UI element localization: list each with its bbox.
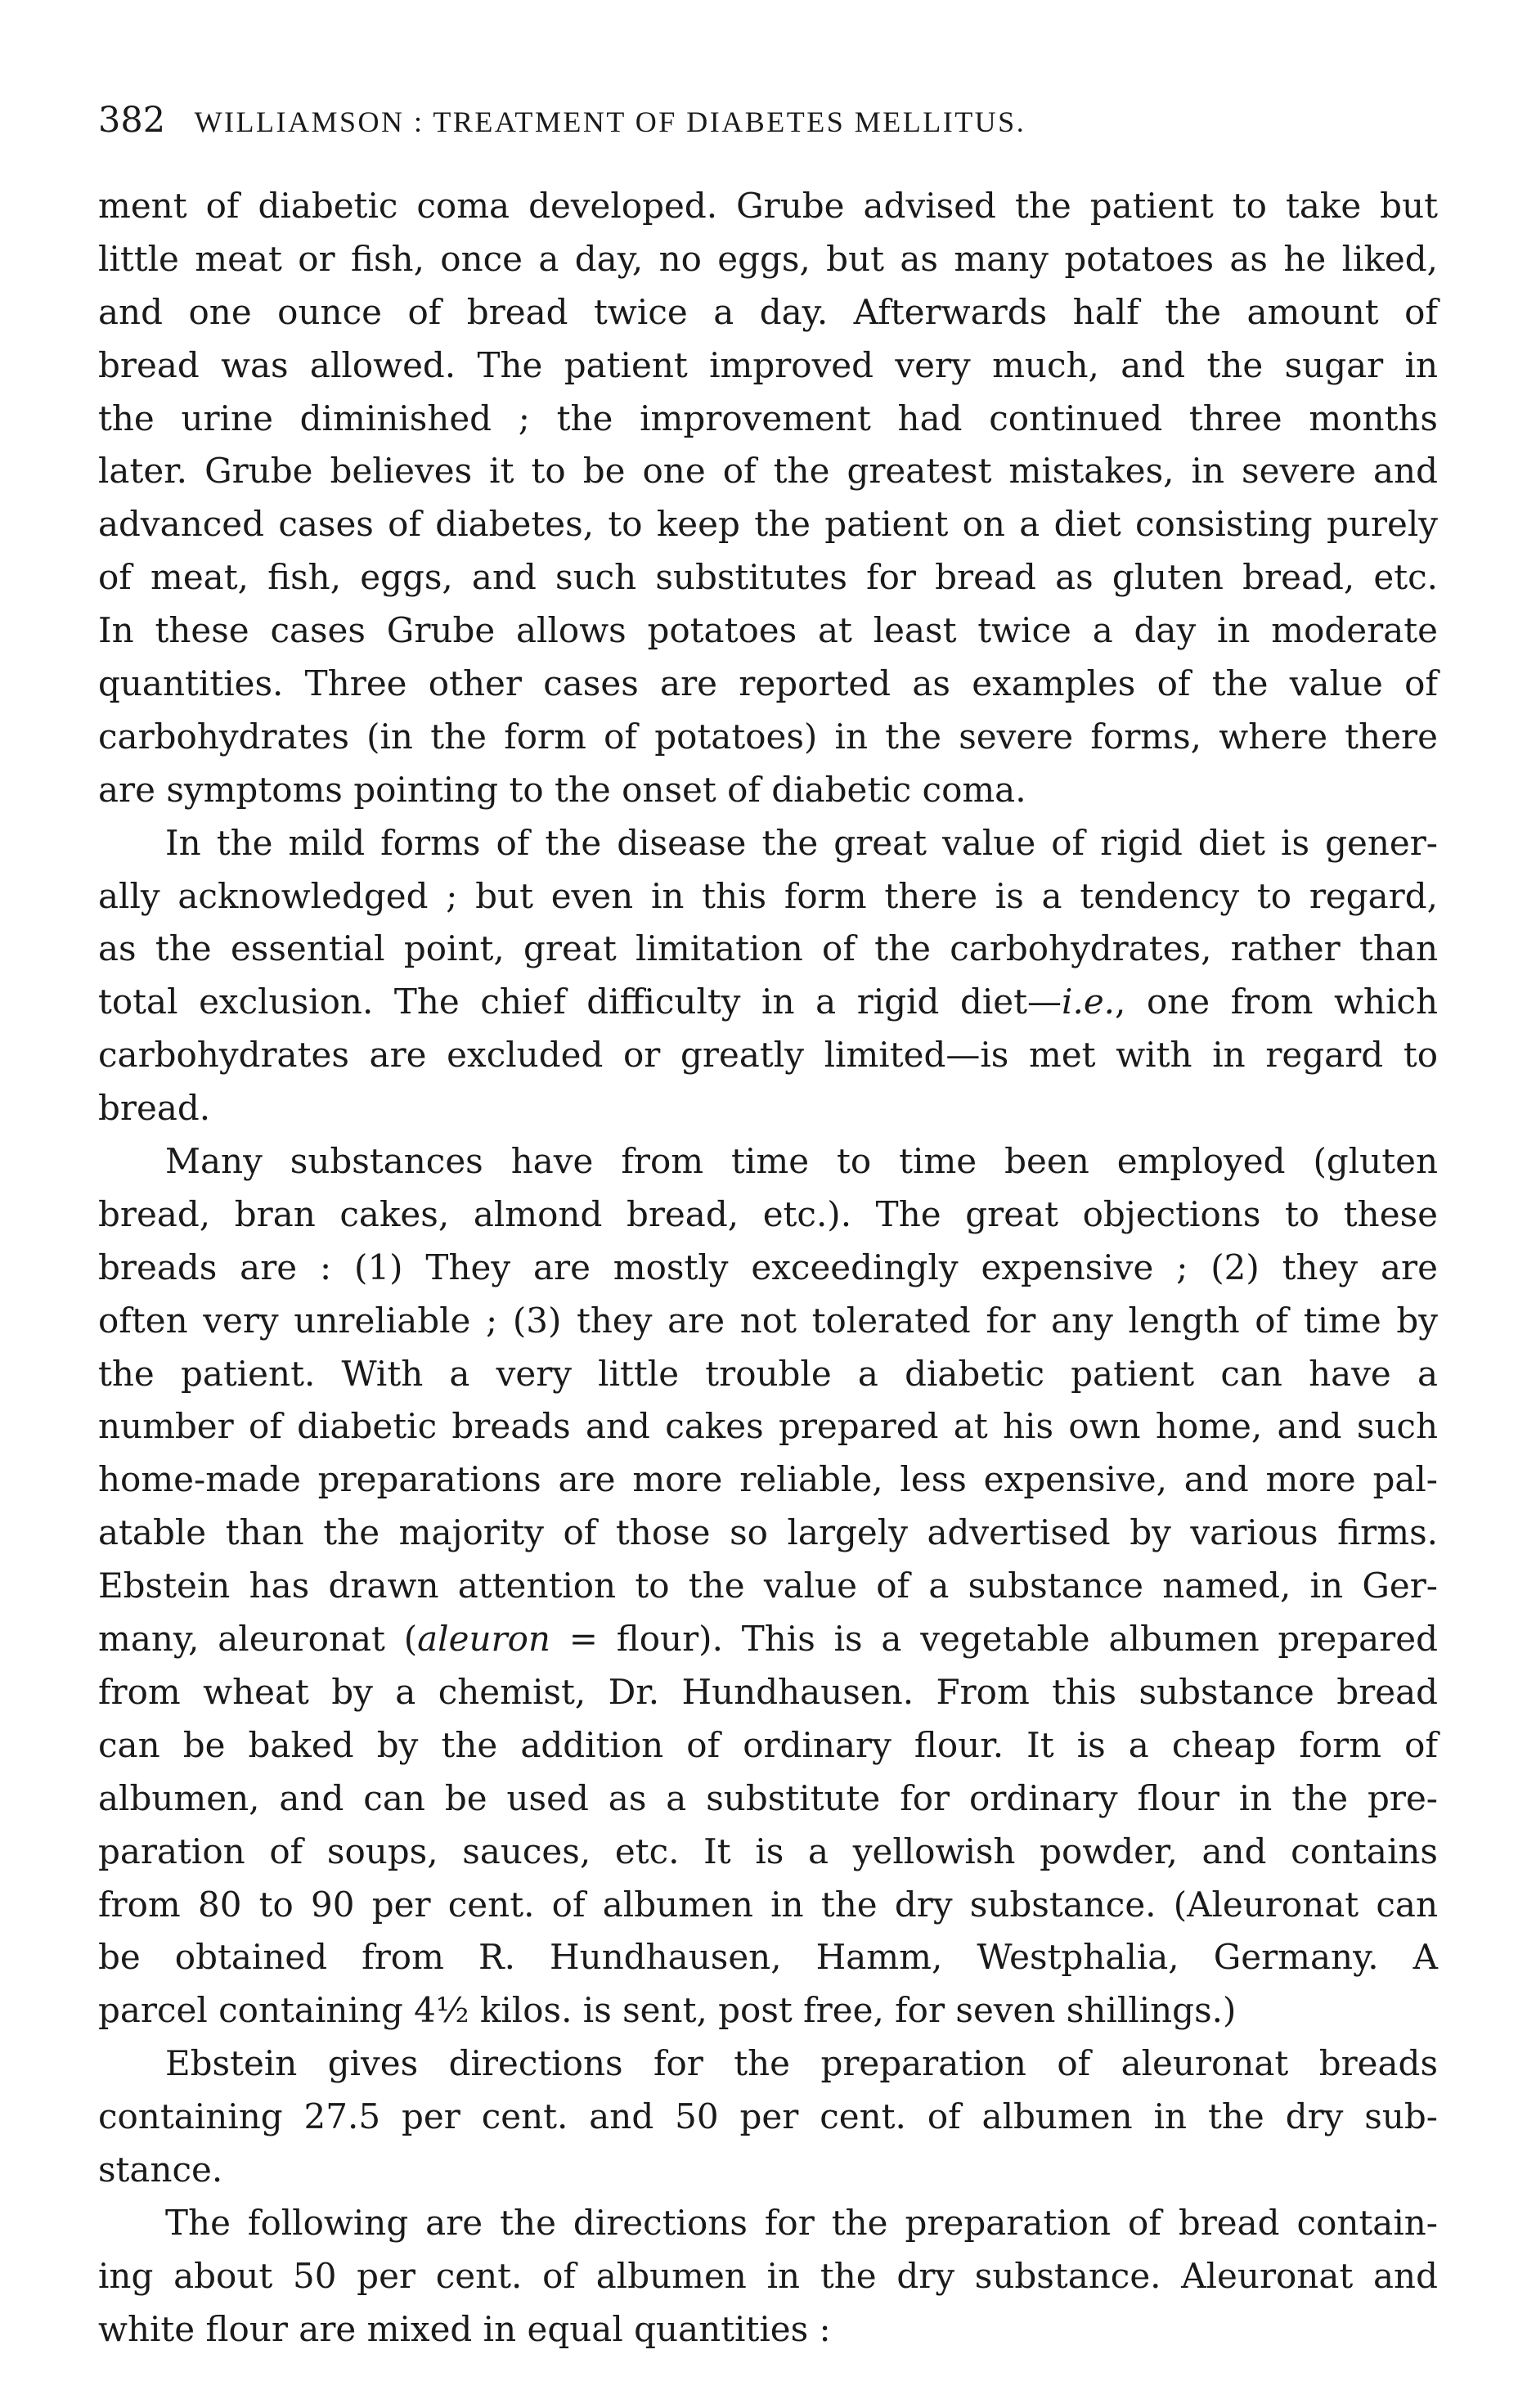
text-run: often very unreliable ; (3) they are not tolerated for any length of time by [98,1300,1438,1341]
text-run: bread, bran cakes, almond bread, etc.). The great objections to these [98,1193,1438,1234]
text-line [98,1931,1438,1984]
italic-term: aleuron [417,1619,550,1660]
text-run: ment of diabetic coma developed. Grube advised the patient to take but [98,186,1438,226]
text-run: bread was allowed. The patient improved very much, and the sugar in [98,344,1438,385]
text-run: and one ounce of bread twice a day. Afterwards half the amount of [98,291,1438,332]
text-line [98,1984,1438,2037]
text-line [98,498,1438,551]
text-line [98,2037,1438,2091]
text-run: containing 27.5 per cent. and 50 per cent. of albumen in the dry sub- [98,2096,1438,2137]
text-run: paration of soups, sauces, etc. It is a yellowish powder, and contains [98,1831,1438,1871]
text-line [98,551,1438,604]
text-line [98,339,1438,393]
text-line [98,870,1438,923]
text-line [98,445,1438,498]
text-line [98,764,1438,817]
text-line [98,1135,1438,1188]
text-line [98,1029,1438,1082]
page-number: 382 [98,100,166,141]
text-line [98,1560,1438,1613]
text-line [98,286,1438,339]
text-line [98,1666,1438,1719]
text-line [98,1295,1438,1348]
running-head [98,100,1439,141]
text-line [98,658,1438,711]
text-run: stance. [98,2149,223,2190]
text-run: In these cases Grube allows potatoes at least twice a day in moderate [98,610,1438,651]
text-line [98,1772,1438,1826]
text-run: white flour are mixed in equal quantities : [98,2308,831,2349]
text-run: Ebstein has drawn attention to the value of a substance named, in Ger- [98,1566,1438,1606]
text-run: carbohydrates (in the form of potatoes) in the severe forms, where there [98,716,1438,757]
text-run: Ebstein gives directions for the preparation of aleuronat breads [165,2043,1438,2084]
text-line [98,233,1438,286]
text-run: bread. [98,1088,211,1129]
text-run: total exclusion. The chief difficulty in a rigid diet— [98,982,1062,1022]
text-run: can be baked by the addition of ordinary flour. It is a cheap form of [98,1724,1438,1765]
text-line [98,2144,1438,2197]
text-run: parcel containing 4½ kilos. is sent, post free, for seven shillings.) [98,1990,1237,2031]
text-line [98,1242,1438,1295]
text-line [98,817,1438,870]
text-line [98,1826,1438,1879]
text-line [98,604,1438,658]
text-line [98,1082,1438,1135]
text-line [98,923,1438,976]
text-line [98,1188,1438,1242]
text-line [98,2091,1438,2144]
text-line [98,1613,1438,1666]
running-title: WILLIAMSON : TREATMENT OF DIABETES MELLITUS. [194,106,1026,138]
text-run: the patient. With a very little trouble a diabetic patient can have a [98,1353,1438,1394]
text-run: be obtained from R. Hundhausen, Hamm, Westphalia, Germany. A [98,1937,1438,1978]
text-run: little meat or fish, once a day, no eggs, but as many potatoes as he liked, [98,238,1438,279]
text-run: atable than the majority of those so largely advertised by various firms. [98,1512,1438,1553]
text-run: number of diabetic breads and cakes prepared at his own home, and such [98,1406,1438,1447]
text-run: , one from which [1115,982,1438,1022]
text-run: the urine diminished ; the improvement had continued three months [98,398,1438,438]
text-run: of meat, fish, eggs, and such substitutes for bread as gluten bread, etc. [98,557,1438,598]
text-run: home-made preparations are more reliable, less expensive, and more pal- [98,1459,1438,1500]
text-run: advanced cases of diabetes, to keep the patient on a diet consisting purely [98,504,1438,545]
text-run: ally acknowledged ; but even in this form there is a tendency to regard, [98,875,1438,916]
text-run: In the mild forms of the disease the great value of rigid diet is gener- [165,822,1438,863]
text-line [98,1400,1438,1453]
text-run: ing about 50 per cent. of albumen in the dry substance. Aleuronat and [98,2255,1438,2296]
text-line [98,1879,1438,1932]
text-run: The following are the directions for the preparation of bread contain- [165,2202,1438,2243]
text-line [98,180,1438,233]
text-line [98,1453,1438,1507]
italic-term: i.e. [1062,982,1116,1022]
text-run: breads are : (1) They are mostly exceedingly expensive ; (2) they are [98,1247,1438,1287]
text-line [98,1348,1438,1401]
text-line [98,393,1438,446]
text-line [98,2250,1438,2303]
text-line [98,1719,1438,1772]
text-line [98,711,1438,764]
text-run: quantities. Three other cases are reported as examples of the value of [98,663,1438,704]
text-line [98,2303,1438,2356]
text-run: albumen, and can be used as a substitute for ordinary flour in the pre- [98,1777,1438,1818]
text-line [98,2197,1438,2250]
text-run: as the essential point, great limitation of the carbohydrates, rather than [98,928,1438,969]
text-line [98,1507,1438,1560]
text-run: are symptoms pointing to the onset of diabetic coma. [98,769,1026,810]
text-run: many, aleuronat ( [98,1619,418,1660]
text-line [98,976,1438,1029]
text-run: = flour). This is a vegetable albumen prepared [550,1619,1438,1660]
text-run: carbohydrates are excluded or greatly limited—is met with in regard to [98,1035,1438,1076]
text-run: from wheat by a chemist, Dr. Hundhausen. From this substance bread [98,1671,1438,1712]
text-run: from 80 to 90 per cent. of albumen in the dry substance. (Aleuronat can [98,1884,1438,1925]
text-run: Many substances have from time to time been employed (gluten [165,1141,1438,1182]
text-run: later. Grube believes it to be one of the greatest mistakes, in severe and [98,451,1438,492]
body-text [98,180,1438,2356]
